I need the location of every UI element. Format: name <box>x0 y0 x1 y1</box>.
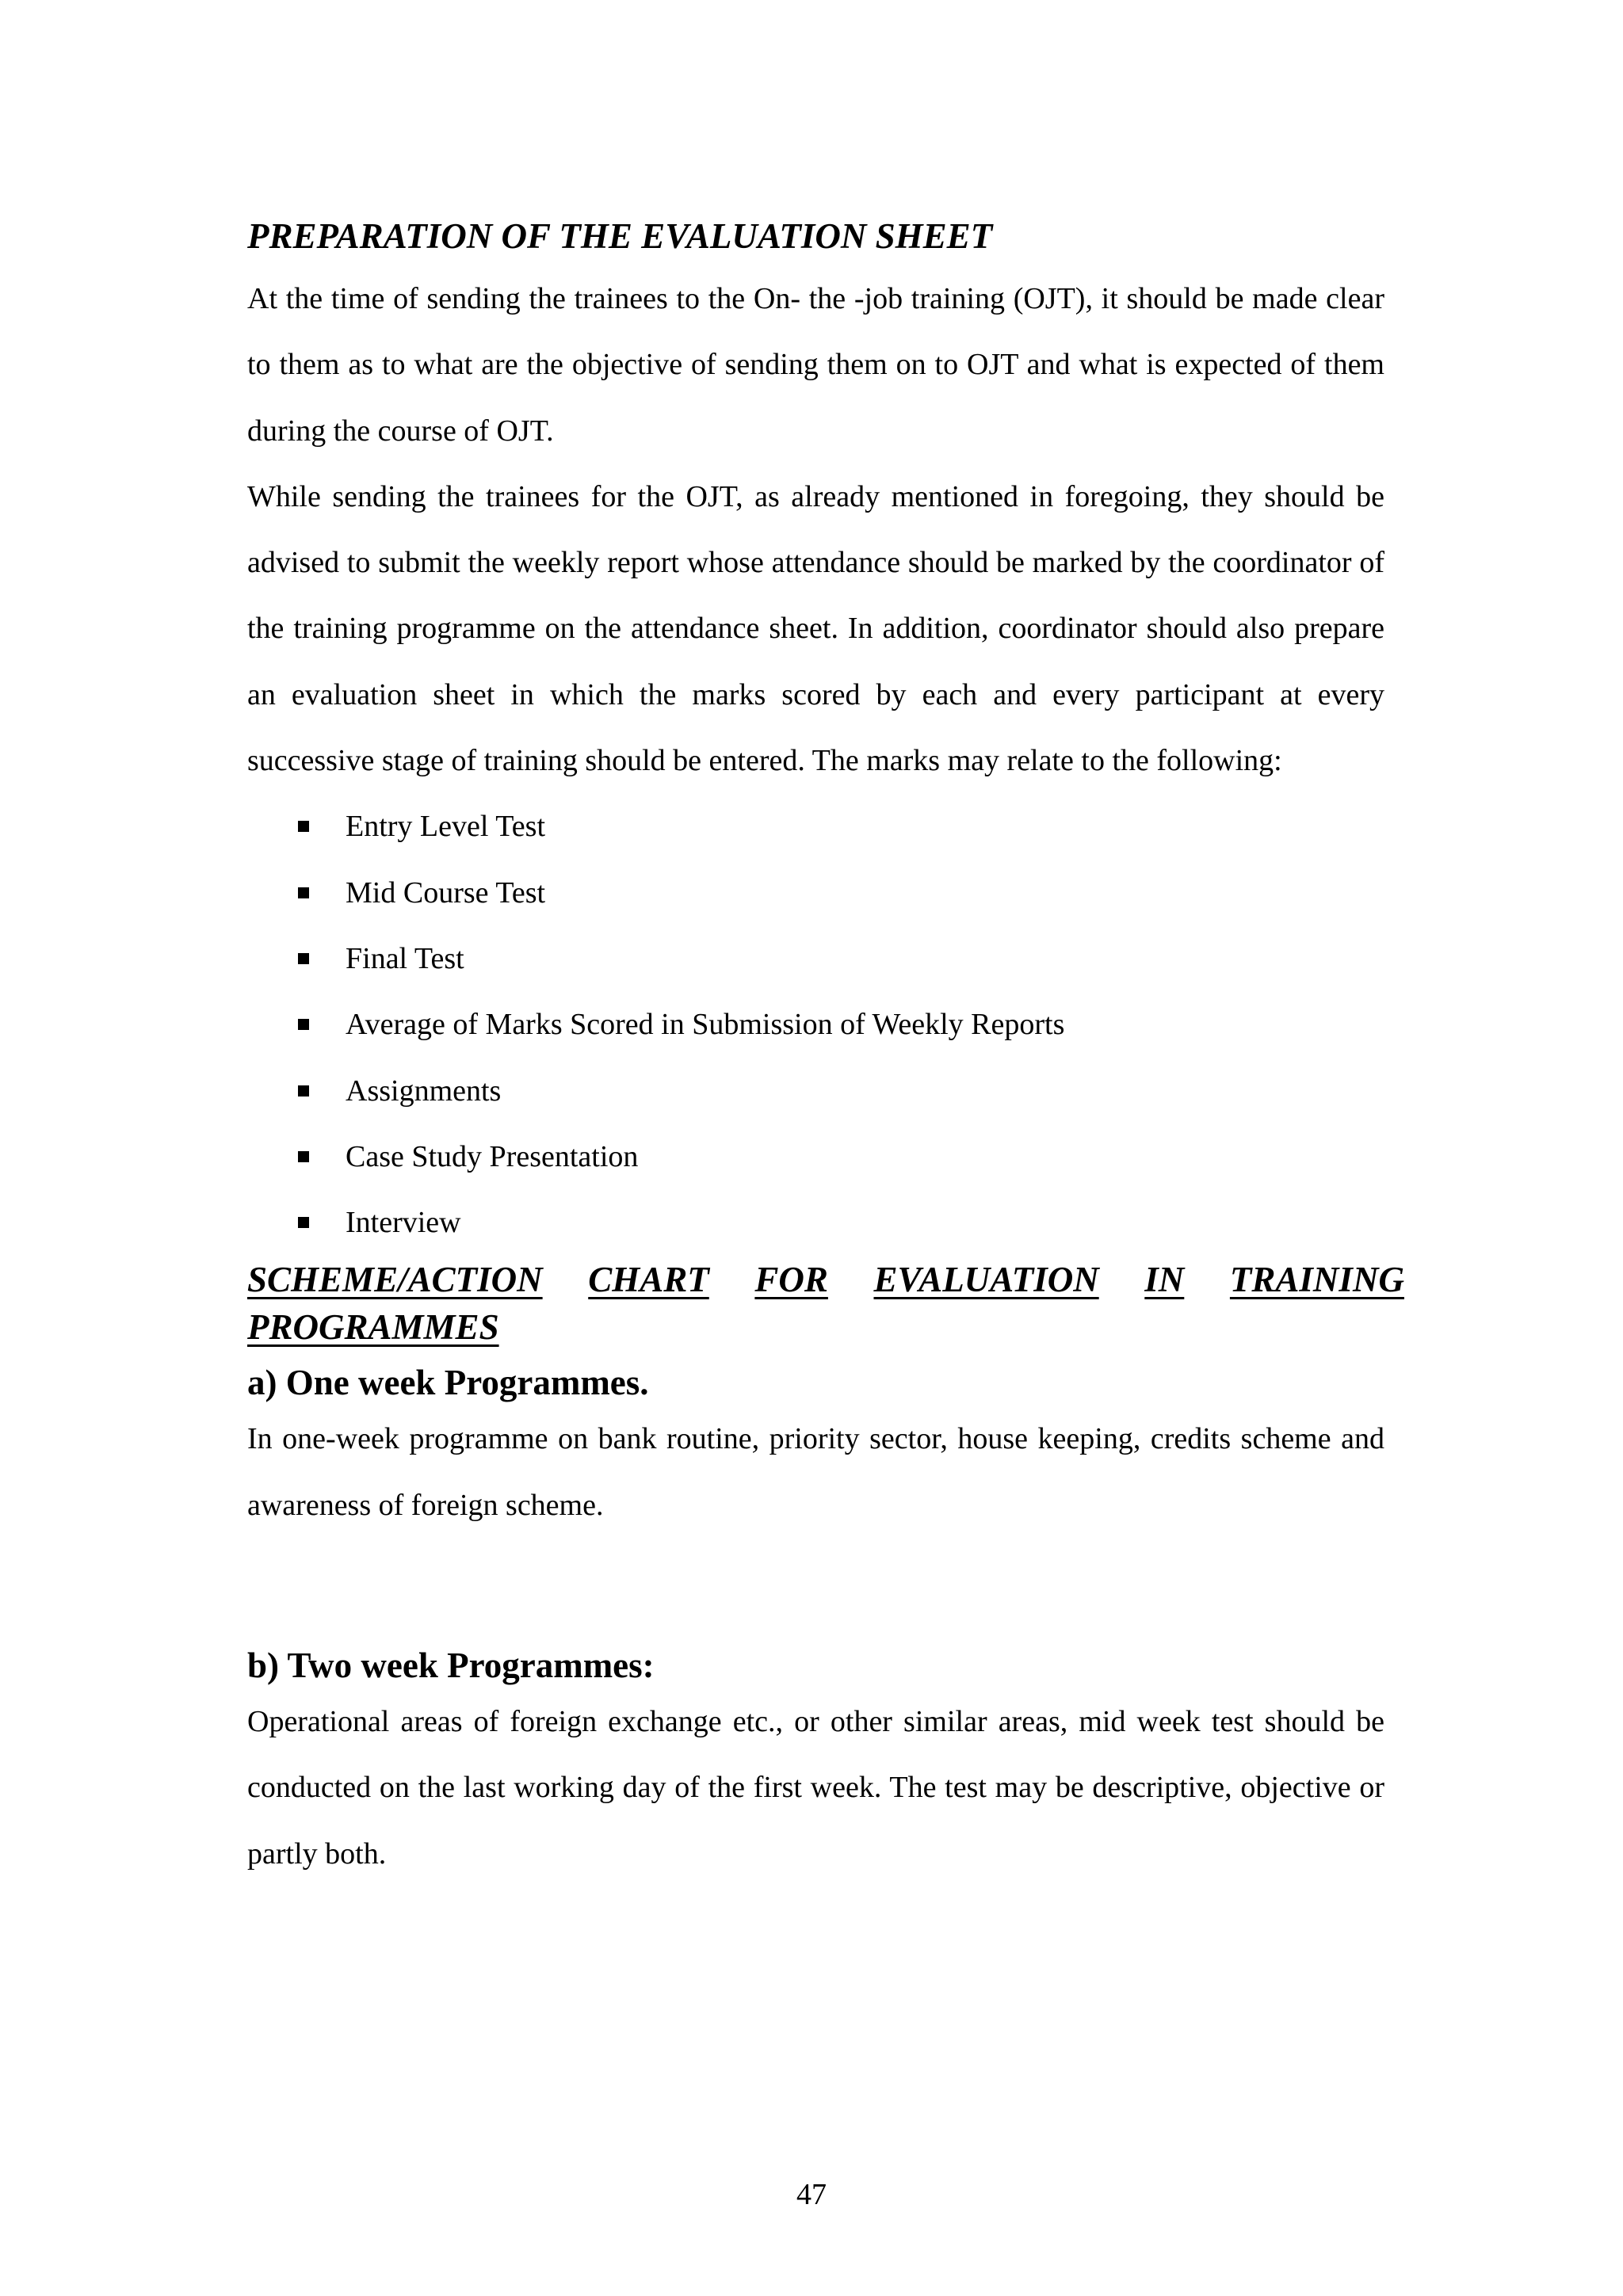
paragraph-two-week: Operational areas of foreign exchange etc., or other similar areas, mid week test should be conducted on the last working day of the first week. The test may be descriptive, objective or partly both. <box>247 1705 1384 1871</box>
paragraph-one-week: In one-week programme on bank routine, priority sector, house keeping, credits scheme and awareness of foreign scheme. <box>247 1422 1384 1522</box>
section-heading-scheme <box>247 1256 1404 1351</box>
section-heading-evaluation-sheet: PREPARATION OF THE EVALUATION SHEET <box>247 216 993 256</box>
square-bullet-icon <box>298 953 309 964</box>
subheading-one-week: a) One week Programmes. <box>247 1363 649 1403</box>
square-bullet-icon <box>298 1085 309 1097</box>
square-bullet-icon <box>298 887 309 898</box>
list-item: Case Study Presentation <box>247 1124 1384 1190</box>
paragraph-ojt-objective: At the time of sending the trainees to the On- the -job training (OJT), it should be made clear to them as to what are the objective of sending them on to OJT and what is expected of them during the course of OJT. <box>247 282 1384 448</box>
document-page <box>247 208 1404 1887</box>
scheme-heading-line1: SCHEME/ACTION CHART FOR EVALUATION IN TRAINING <box>247 1260 1404 1300</box>
square-bullet-icon <box>298 1217 309 1228</box>
list-item: Assignments <box>247 1058 1384 1124</box>
paragraph-weekly-report: While sending the trainees for the OJT, as already mentioned in foregoing, they should be advised to submit the weekly report whose attendance should be marked by the coordinator of the training programme on the attendance sheet. In addition, coordinator should also prepare an evaluation sheet in which the marks scored by each and every participant at every successive stage of training should be entered. The marks may relate to the following: <box>247 479 1384 778</box>
scheme-heading-line2: PROGRAMMES <box>247 1307 499 1348</box>
marks-list <box>247 794 1384 1256</box>
list-item: Mid Course Test <box>247 860 1384 926</box>
list-item: Entry Level Test <box>247 794 1384 860</box>
square-bullet-icon <box>298 821 309 832</box>
page-number: 47 <box>796 2178 827 2211</box>
square-bullet-icon <box>298 1151 309 1162</box>
list-item: Final Test <box>247 926 1384 992</box>
list-item: Average of Marks Scored in Submission of Weekly Reports <box>247 992 1384 1058</box>
subheading-two-week: b) Two week Programmes: <box>247 1646 655 1686</box>
square-bullet-icon <box>298 1019 309 1030</box>
list-item: Interview <box>247 1190 1384 1256</box>
